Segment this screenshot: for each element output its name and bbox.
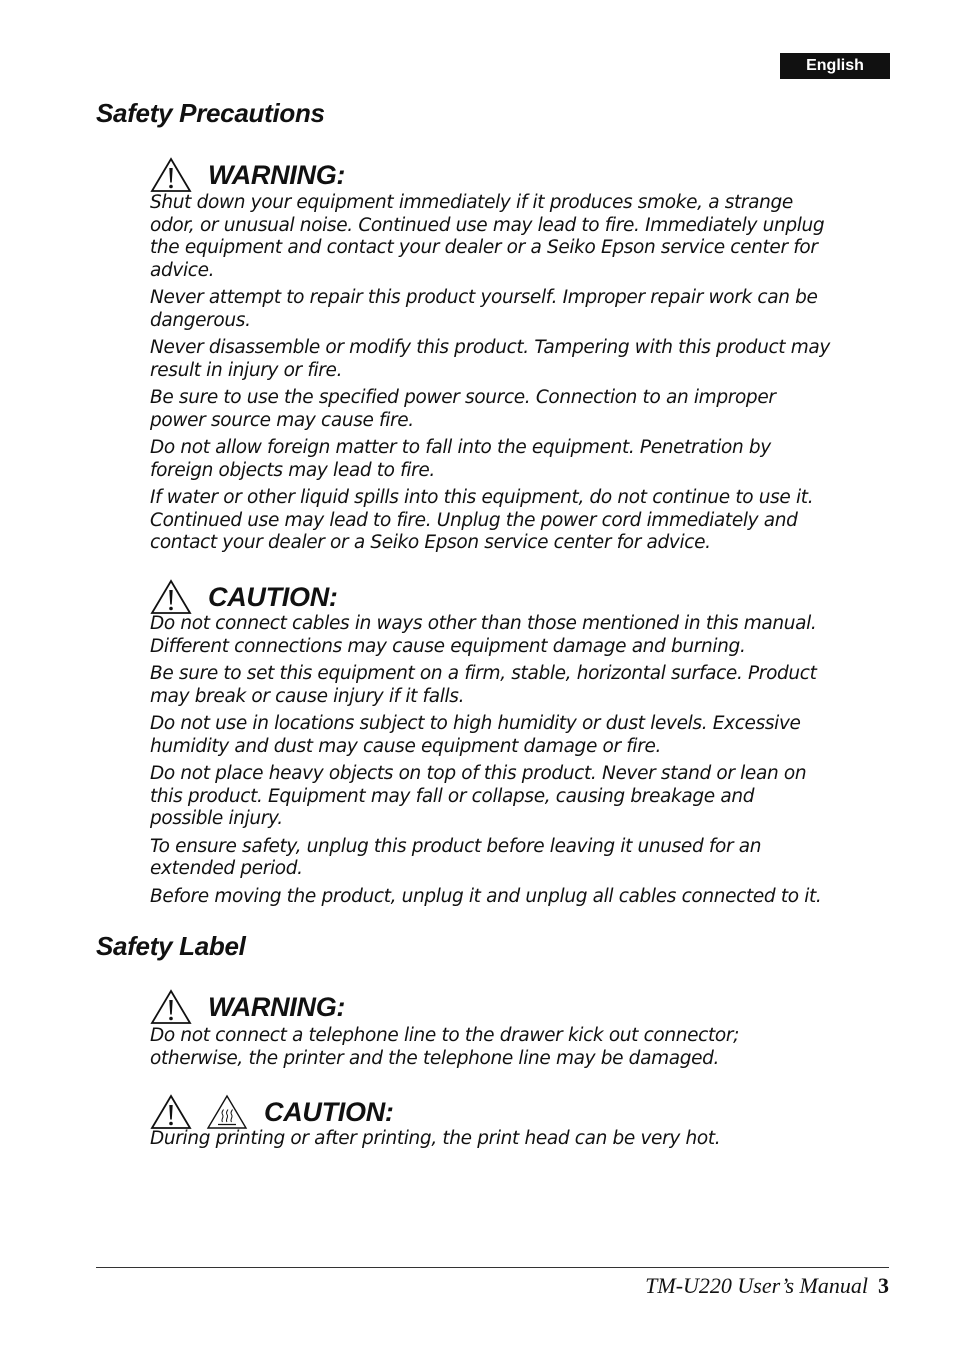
warning-label: WARNING: [208,159,346,190]
hot-surface-icon [206,1094,248,1130]
notice-line: the equipment and contact your dealer or a Seiko Epson service center for [150,237,818,258]
notice-item [150,437,890,482]
notice-line: Continued use may lead to fire. Unplug the power cord immediately and [150,509,798,531]
safety-label-title: Safety Label [96,931,246,961]
notice-line: Shut down your equipment immediately if it produces smoke, a strange [150,192,793,213]
notice-line: may break or cause injury if it falls. [150,685,465,707]
notice-line: Be sure to set this equipment on a firm, stable, horizontal surface. Product [150,663,817,684]
precautions-caution-list [150,613,890,913]
notice-item [150,836,890,881]
notice-line: advice. [150,259,215,281]
precautions-warning-heading [150,157,345,193]
notice-line: Never disassemble or modify this product. Tampering with this product may [150,337,830,358]
safety-precautions-title: Safety Precautions [96,98,325,128]
page-number: 3 [878,1273,889,1298]
footer-rule [96,1267,889,1268]
notice-line: Do not connect a telephone line to the drawer kick out connector; [150,1025,739,1046]
notice-line: To ensure safety, unplug this product before leaving it unused for an [150,835,762,857]
notice-line: Do not connect cables in ways other than those mentioned in this manual. [150,613,817,634]
notice-line: otherwise, the printer and the telephone line may be damaged. [150,1047,720,1069]
notice-line: Do not allow foreign matter to fall into the equipment. Penetration by [150,437,771,458]
notice-item [150,287,890,332]
notice-line: contact your dealer or a Seiko Epson service center for advice. [150,532,711,553]
notice-item [150,487,890,555]
notice-item [150,387,890,432]
notice-item [150,886,890,909]
notice-line: During printing or after printing, the print head can be very hot. [150,1128,721,1149]
page-footer [645,1270,889,1302]
warning-triangle-icon [150,157,192,193]
notice-item [150,1025,890,1070]
notice-item [150,1128,890,1151]
notice-line: Before moving the product, unplug it and unplug all cables connected to it. [150,885,822,907]
warning-label: WARNING: [208,991,346,1022]
notice-line: power source may cause fire. [150,409,414,431]
warning-triangle-icon [150,989,192,1025]
notice-line: dangerous. [150,309,251,331]
label-warning-list [150,1025,890,1075]
notice-item [150,337,890,382]
label-warning-heading [150,989,345,1025]
notice-line: Do not use in locations subject to high humidity or dust levels. Excessive [150,713,801,734]
notice-item [150,613,890,658]
notice-line: humidity and dust may cause equipment damage or fire. [150,735,662,757]
notice-item [150,763,890,831]
label-caution-heading [150,1094,394,1130]
label-caution-list [150,1128,890,1156]
notice-line: Do not place heavy objects on top of this product. Never stand or lean on [150,763,807,784]
notice-line: If water or other liquid spills into this equipment, do not continue to use it. [150,487,814,508]
notice-item [150,192,890,282]
warning-triangle-icon [150,579,192,615]
precautions-caution-heading [150,579,338,615]
notice-line: possible injury. [150,808,283,829]
warning-triangle-icon [150,1094,192,1130]
notice-line: Different connections may cause equipment damage and burning. [150,635,746,657]
notice-item [150,713,890,758]
notice-line: Be sure to use the specified power source. Connection to an improper [150,387,776,408]
notice-line: foreign objects may lead to fire. [150,459,435,481]
notice-line: odor, or unusual noise. Continued use may lead to fire. Immediately unplug [150,214,825,236]
notice-line: Never attempt to repair this product yourself. Improper repair work can be [150,287,818,308]
notice-line: result in injury or fire. [150,359,343,381]
precautions-warning-list [150,192,890,560]
manual-title: TM-U220 User’s Manual [645,1273,868,1298]
caution-label: CAUTION: [264,1096,394,1127]
notice-line: extended period. [150,858,303,879]
language-tab: English [780,53,890,79]
caution-label: CAUTION: [208,581,338,612]
notice-line: this product. Equipment may fall or collapse, causing breakage and [150,785,755,807]
notice-item [150,663,890,708]
